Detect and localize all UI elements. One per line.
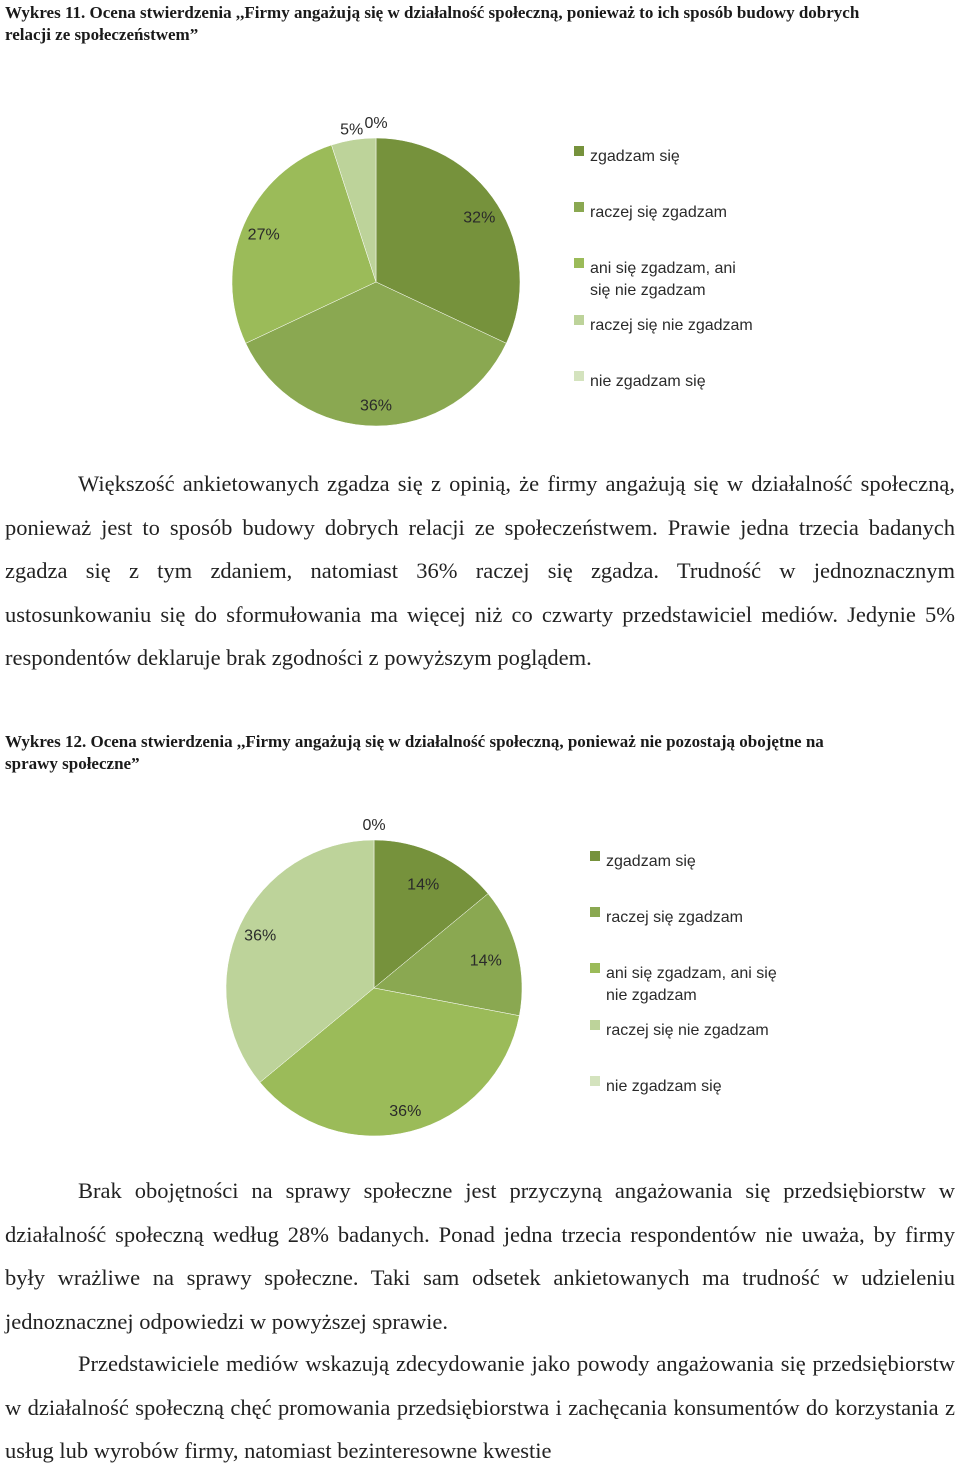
chart-2-legend-label-0: zgadzam się <box>606 853 696 870</box>
chart-1-legend-label-1: raczej się zgadzam <box>590 204 727 221</box>
chart-2-legend-swatch-1 <box>590 907 600 917</box>
chart-1-legend-swatch-3 <box>574 315 584 325</box>
chart-1-legend-swatch-1 <box>574 202 584 212</box>
chart-1-value-label-3: 5% <box>340 121 364 139</box>
chart-1-legend-swatch-4 <box>574 371 584 381</box>
chart-2-value-label-2: 36% <box>389 1102 422 1120</box>
chart-2-value-label-0: 14% <box>407 876 440 894</box>
chart-2-legend-swatch-3 <box>590 1020 600 1030</box>
chart-1-value-label-2: 27% <box>247 226 280 244</box>
chart-2-legend-label-3: raczej się nie zgadzam <box>606 1022 769 1039</box>
chart-2-legend-swatch-2 <box>590 963 600 973</box>
figure-1-caption <box>5 2 955 46</box>
chart-2-value-label-3: 36% <box>244 927 277 945</box>
chart-1-value-label-0: 32% <box>463 209 496 227</box>
figure-2-caption-line-2: sprawy społeczne” <box>5 754 140 773</box>
paragraph-2: Brak obojętności na sprawy społeczne jest przyczyną angażowania się przedsiębiorstw w działalność społeczną według 28% badanych. Ponad jedna trzecia respondentów nie uważa, by firmy były wrażliwe na sprawy społeczne. Taki sam odsetek ankietowanych ma trudność w udzieleniu jednoznacznej odpowiedzi w powyższej sprawie. <box>5 1178 955 1334</box>
chart-2-legend-swatch-4 <box>590 1076 600 1086</box>
chart-1-legend-swatch-2 <box>574 258 584 268</box>
pie-chart-2 <box>0 810 960 1150</box>
pie-chart-1 <box>0 110 960 430</box>
chart-1-legend-label-3: raczej się nie zgadzam <box>590 317 753 334</box>
chart-1-legend-swatch-0 <box>574 146 584 156</box>
chart-1-value-label-4: 0% <box>364 115 388 132</box>
chart-2-value-label-4: 0% <box>362 817 386 834</box>
chart-2-legend-label-2: ani się zgadzam, ani się <box>606 965 777 982</box>
chart-1-legend-label-4: nie zgadzam się <box>590 373 706 390</box>
chart-1-legend-label-2: się nie zgadzam <box>590 282 706 299</box>
chart-2-legend-swatch-0 <box>590 851 600 861</box>
chart-2-legend-label-1: raczej się zgadzam <box>606 909 743 926</box>
figure-1-caption-line-1: Wykres 11. Ocena stwierdzenia ,,Firmy angażują się w działalność społeczną, ponieważ to ich sposób budowy dobrych <box>5 3 860 22</box>
chart-2-value-label-1: 14% <box>469 952 502 970</box>
paragraph-3: Przedstawiciele mediów wskazują zdecydowanie jako powody angażowania się przedsiębiorstw w działalność społeczną chęć promowania przedsiębiorstwa i zachęcania konsumentów do korzystania z usług lub wyrobów firmy, natomiast bezinteresowne kwestie <box>5 1351 955 1464</box>
chart-1-legend-label-2: ani się zgadzam, ani <box>590 260 736 277</box>
paragraph-1: Większość ankietowanych zgadza się z opinią, że firmy angażują się w działalność społeczną, ponieważ jest to sposób budowy dobrych relacji ze społeczeństwem. Prawie jedna trzecia badanych zgadza się z tym zdaniem, natomiast 36% raczej się zgadza. Trudność w jednoznacznym ustosunkowaniu się do sformułowania ma więcej niż co czwarty przedstawiciel mediów. Jedynie 5% respondentów deklaruje brak zgodności z powyższym poglądem. <box>5 471 955 671</box>
figure-2-caption <box>5 731 955 775</box>
chart-2-legend-label-2: nie zgadzam <box>606 987 697 1004</box>
figure-2-caption-line-1: Wykres 12. Ocena stwierdzenia ,,Firmy angażują się w działalność społeczną, ponieważ nie pozostają obojętne na <box>5 732 824 751</box>
chart-1-legend-label-0: zgadzam się <box>590 148 680 165</box>
chart-1-value-label-1: 36% <box>359 397 393 415</box>
figure-1-caption-line-2: relacji ze społeczeństwem” <box>5 25 199 44</box>
chart-2-legend-label-4: nie zgadzam się <box>606 1078 722 1095</box>
